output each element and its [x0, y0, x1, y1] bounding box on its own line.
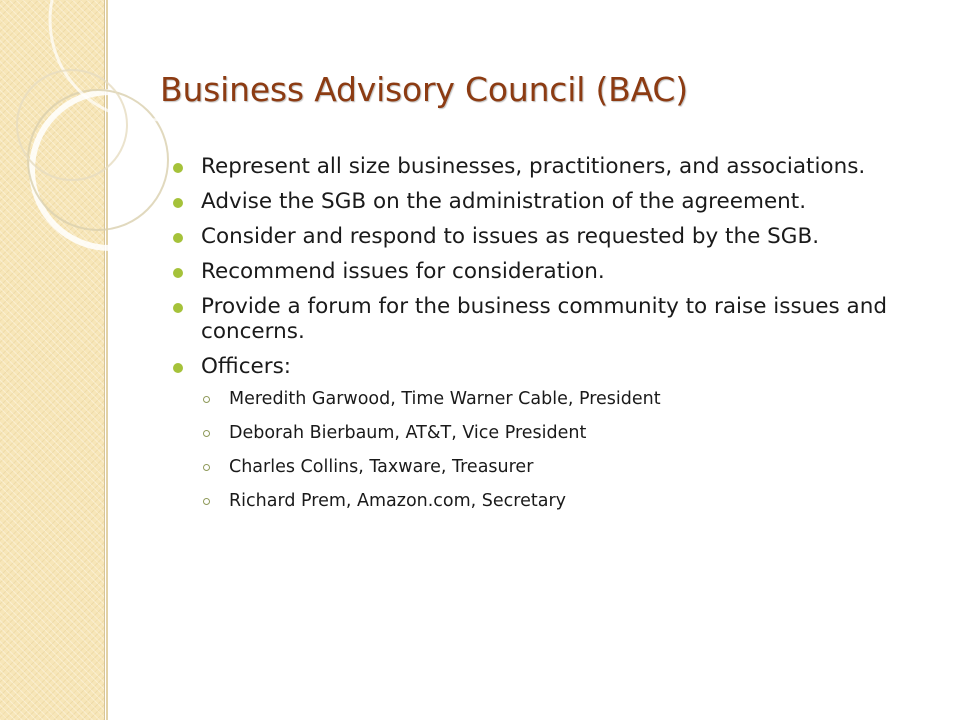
- bullet-item: [170, 259, 910, 284]
- bullet-text: Provide a forum for the business community to raise issues and concerns.: [201, 294, 888, 344]
- bullet-text: Officers:: [201, 354, 292, 379]
- bullet-dot-icon: [173, 303, 183, 313]
- bullet-item: [170, 154, 910, 179]
- officer-text: Richard Prem, Amazon.com, Secretary: [229, 491, 567, 511]
- sub-bullet-ring-icon: [203, 464, 210, 471]
- bullet-dot-icon: [173, 198, 183, 208]
- sub-bullet-ring-icon: [203, 396, 210, 403]
- bullet-item: [170, 294, 910, 344]
- bullet-dot-icon: [173, 268, 183, 278]
- officers-list: [201, 388, 910, 512]
- officer-item: [201, 456, 910, 478]
- sub-bullet-ring-icon: [203, 498, 210, 505]
- bullet-item: [170, 189, 910, 214]
- bullet-text: Advise the SGB on the administration of the agreement.: [201, 189, 807, 214]
- slide-title: Business Advisory Council (BAC): [160, 70, 688, 109]
- officer-item: [201, 422, 910, 444]
- bullet-text: Recommend issues for consideration.: [201, 259, 605, 284]
- sub-bullet-ring-icon: [203, 430, 210, 437]
- officer-text: Deborah Bierbaum, AT&T, Vice President: [229, 423, 587, 443]
- bullet-item-officers: [170, 354, 910, 512]
- bullet-dot-icon: [173, 233, 183, 243]
- bullet-list: [170, 154, 910, 524]
- bullet-text: Consider and respond to issues as requested by the SGB.: [201, 224, 820, 249]
- officer-item: [201, 490, 910, 512]
- officer-item: [201, 388, 910, 410]
- officer-text: Meredith Garwood, Time Warner Cable, President: [229, 389, 661, 409]
- bullet-dot-icon: [173, 363, 183, 373]
- bullet-dot-icon: [173, 163, 183, 173]
- bullet-item: [170, 224, 910, 249]
- bullet-text: Represent all size businesses, practitioners, and associations.: [201, 154, 866, 179]
- officer-text: Charles Collins, Taxware, Treasurer: [229, 457, 534, 477]
